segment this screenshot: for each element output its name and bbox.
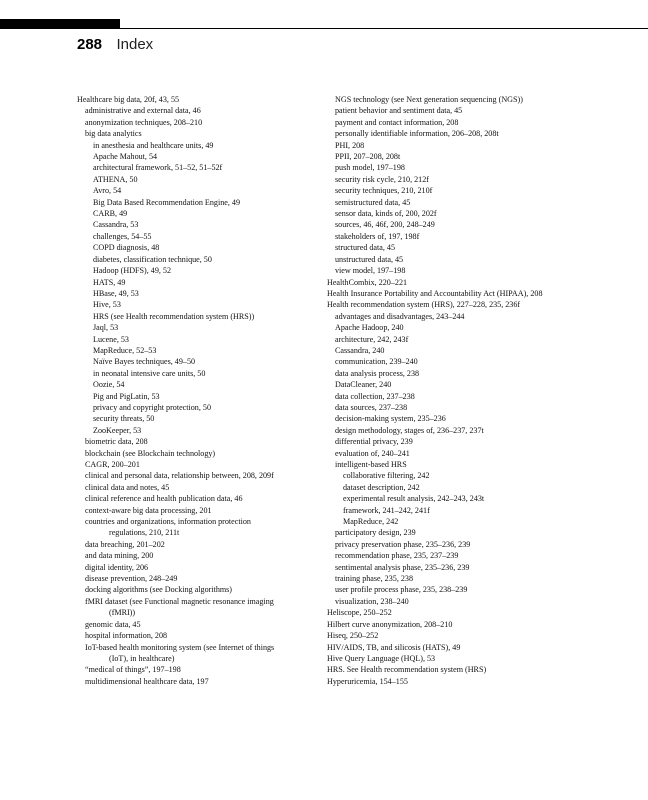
index-subentry: decision-making system, 235–236 bbox=[335, 414, 446, 424]
index-subentry: fMRI dataset (see Functional magnetic resonance imaging bbox=[85, 596, 274, 606]
index-subentry: patient behavior and sentiment data, 45 bbox=[335, 106, 463, 116]
index-main-entry: HealthCombix, 220–221 bbox=[327, 277, 408, 287]
index-subentry: administrative and external data, 46 bbox=[85, 106, 201, 116]
index-subentry: MapReduce, 52–53 bbox=[93, 345, 157, 355]
page-header bbox=[77, 36, 153, 54]
index-subentry: Jaql, 53 bbox=[93, 323, 119, 333]
index-subentry: digital identity, 206 bbox=[85, 562, 149, 572]
index-subentry: data sources, 237–238 bbox=[335, 402, 408, 412]
index-subentry: ATHENA, 50 bbox=[93, 174, 138, 184]
index-subentry: PHI, 208 bbox=[335, 140, 365, 150]
index-subentry: evaluation of, 240–241 bbox=[335, 448, 410, 458]
index-subentry: CAGR, 200–201 bbox=[85, 460, 140, 469]
index-column-left bbox=[77, 94, 327, 687]
index-subentry: anonymization techniques, 208–210 bbox=[85, 117, 203, 127]
index-subentry: in neonatal intensive care units, 50 bbox=[93, 368, 206, 378]
index-subentry: dataset description, 242 bbox=[343, 482, 420, 492]
header-rule bbox=[0, 28, 648, 29]
index-subentry: security techniques, 210, 210f bbox=[335, 186, 433, 196]
index-subentry: architecture, 242, 243f bbox=[335, 334, 409, 344]
index-subentry: “medical of things”, 197–198 bbox=[85, 665, 181, 675]
index-main-entry: Hyperuricemia, 154–155 bbox=[327, 676, 408, 686]
index-subentry: security risk cycle, 210, 212f bbox=[335, 174, 429, 184]
index-subentry: PPII, 207–208, 208t bbox=[335, 152, 401, 162]
index-subentry: multidimensional healthcare data, 197 bbox=[85, 676, 209, 686]
index-subentry: big data analytics bbox=[85, 129, 142, 139]
index-main-entry: Health Insurance Portability and Accountability Act (HIPAA), 208 bbox=[327, 288, 543, 298]
index-subentry: Hadoop (HDFS), 49, 52 bbox=[93, 266, 172, 276]
index-main-entry: Healthcare big data, 20f, 43, 55 bbox=[77, 95, 180, 104]
index-subentry: data analysis process, 238 bbox=[335, 368, 420, 378]
index-subentry: sentimental analysis phase, 235–236, 239 bbox=[335, 562, 470, 572]
index-subentry: HATS, 49 bbox=[93, 277, 126, 287]
index-subentry: Avro, 54 bbox=[93, 186, 122, 196]
index-subentry: in anesthesia and healthcare units, 49 bbox=[93, 140, 214, 150]
index-subentry: design methodology, stages of, 236–237, 237t bbox=[335, 425, 484, 435]
index-subentry: and data mining, 200 bbox=[85, 551, 154, 561]
index-subentry: Lucene, 53 bbox=[93, 334, 129, 344]
running-title: Index bbox=[116, 36, 154, 53]
index-subentry: COPD diagnosis, 48 bbox=[93, 243, 160, 253]
index-subentry: genomic data, 45 bbox=[85, 619, 141, 629]
index-subentry: Cassandra, 53 bbox=[93, 220, 139, 230]
index-subentry: collaborative filtering, 242 bbox=[343, 471, 430, 481]
index-subentry: clinical reference and health publication data, 46 bbox=[85, 494, 243, 504]
index-subentry: diabetes, classification technique, 50 bbox=[93, 254, 212, 264]
index-subentry: participatory design, 239 bbox=[335, 528, 416, 538]
index-subentry: user profile process phase, 235, 238–239 bbox=[335, 585, 468, 595]
index-subentry: personally identifiable information, 206–208, 208t bbox=[335, 129, 499, 139]
index-subentry: Oozie, 54 bbox=[93, 380, 125, 390]
index-subentry: HRS (see Health recommendation system (HRS)) bbox=[93, 311, 255, 321]
index-subentry: communication, 239–240 bbox=[335, 357, 418, 367]
index-subentry: unstructured data, 45 bbox=[335, 254, 404, 264]
index-subentry: privacy and copyright protection, 50 bbox=[93, 402, 211, 412]
index-subentry: blockchain (see Blockchain technology) bbox=[85, 448, 216, 458]
index-subentry: DataCleaner, 240 bbox=[335, 380, 392, 390]
index-subentry: disease prevention, 248–249 bbox=[85, 574, 178, 584]
index-subentry: sensor data, kinds of, 200, 202f bbox=[335, 209, 437, 219]
page-number: 288 bbox=[77, 36, 103, 53]
index-subentry: view model, 197–198 bbox=[335, 266, 406, 276]
index-subentry: architectural framework, 51–52, 51–52f bbox=[93, 163, 223, 173]
index-subentry: ZooKeeper, 53 bbox=[93, 425, 142, 435]
index-subentry: Pig and PigLatin, 53 bbox=[93, 391, 160, 401]
index-subentry: recommendation phase, 235, 237–239 bbox=[335, 551, 459, 561]
index-subentry: security threats, 50 bbox=[93, 414, 155, 424]
index-subentry: HBase, 49, 53 bbox=[93, 288, 139, 298]
index-main-entry: Hive Query Language (HQL), 53 bbox=[327, 653, 436, 663]
index-subentry: Cassandra, 240 bbox=[335, 345, 385, 355]
index-subentry: data collection, 237–238 bbox=[335, 391, 415, 401]
index-subentry: Hive, 53 bbox=[93, 300, 121, 310]
index-subentry: countries and organizations, information protection bbox=[85, 517, 251, 527]
index-subentry: Apache Mahout, 54 bbox=[93, 152, 158, 162]
index-main-entry: Health recommendation system (HRS), 227–228, 235, 236f bbox=[327, 300, 521, 310]
index-subentry: hospital information, 208 bbox=[85, 631, 168, 641]
index-subentry: context-aware big data processing, 201 bbox=[85, 505, 212, 515]
index-subentry: semistructured data, 45 bbox=[335, 197, 411, 207]
index-main-entry: Hilbert curve anonymization, 208–210 bbox=[327, 619, 453, 629]
index-subentry: payment and contact information, 208 bbox=[335, 117, 459, 127]
index-subentry: Apache Hadoop, 240 bbox=[335, 323, 404, 333]
index-subentry: intelligent-based HRS bbox=[335, 460, 407, 469]
index-subentry: biometric data, 208 bbox=[85, 437, 148, 447]
index-subentry: CARB, 49 bbox=[93, 209, 128, 219]
index-subentry: docking algorithms (see Docking algorithms) bbox=[85, 585, 233, 595]
index-main-entry: Heliscope, 250–252 bbox=[327, 608, 392, 618]
index-subentry: (fMRI)) bbox=[109, 608, 136, 618]
index-subentry: privacy preservation phase, 235–236, 239 bbox=[335, 539, 471, 549]
index-subentry: advantages and disadvantages, 243–244 bbox=[335, 311, 465, 321]
index-subentry: Big Data Based Recommendation Engine, 49 bbox=[93, 197, 241, 207]
index-subentry: clinical and personal data, relationship between, 208, 209f bbox=[85, 471, 274, 481]
index-subentry: push model, 197–198 bbox=[335, 163, 405, 173]
index-subentry: MapReduce, 242 bbox=[343, 517, 399, 527]
index-main-entry: HIV/AIDS, TB, and silicosis (HATS), 49 bbox=[327, 642, 461, 652]
index-subentry: Naïve Bayes techniques, 49–50 bbox=[93, 357, 196, 367]
index-column-right bbox=[327, 94, 582, 687]
index-main-entry: HRS. See Health recommendation system (HRS) bbox=[327, 665, 487, 675]
index-subentry: challenges, 54–55 bbox=[93, 231, 152, 241]
index-subentry: structured data, 45 bbox=[335, 243, 396, 253]
index-subentry: sources, 46, 46f, 200, 248–249 bbox=[335, 220, 435, 230]
index-subentry: visualization, 238–240 bbox=[335, 596, 409, 606]
index-subentry: clinical data and notes, 45 bbox=[85, 482, 170, 492]
index-main-entry: Hiseq, 250–252 bbox=[327, 631, 379, 641]
index-subentry: experimental result analysis, 242–243, 243t bbox=[343, 494, 485, 504]
index-subentry: NGS technology (see Next generation sequencing (NGS)) bbox=[335, 95, 523, 104]
index-subentry: (IoT), in healthcare) bbox=[109, 653, 175, 663]
index-subentry: differential privacy, 239 bbox=[335, 437, 413, 447]
index-subentry: regulations, 210, 211t bbox=[109, 528, 180, 538]
index-subentry: framework, 241–242, 241f bbox=[343, 505, 430, 515]
index-subentry: data breaching, 201–202 bbox=[85, 539, 165, 549]
index-subentry: training phase, 235, 238 bbox=[335, 574, 414, 584]
index-subentry: IoT-based health monitoring system (see Internet of things bbox=[85, 642, 275, 652]
index-subentry: stakeholders of, 197, 198f bbox=[335, 231, 420, 241]
